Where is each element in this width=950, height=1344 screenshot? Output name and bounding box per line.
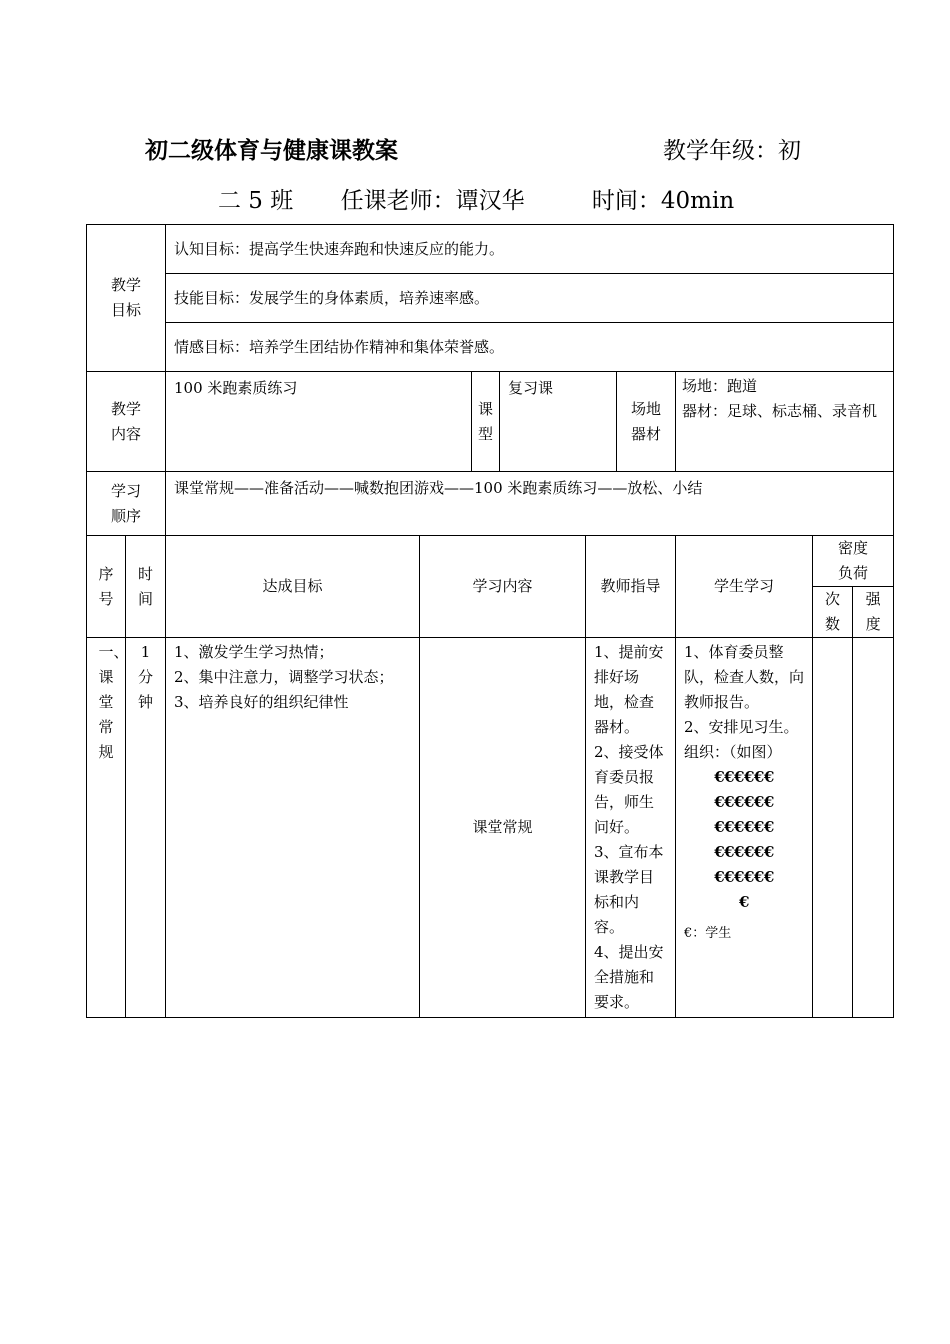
goal-item: 3、培养良好的组织纪律性 bbox=[174, 693, 349, 711]
type-value: 复习课 bbox=[500, 372, 617, 472]
formation-legend: €：学生 bbox=[684, 926, 732, 941]
row-intensity bbox=[853, 638, 894, 1018]
student-item: 组织：（如图） bbox=[684, 743, 782, 761]
col-header-count: 次数 bbox=[813, 587, 853, 638]
type-label: 课型 bbox=[477, 399, 493, 443]
venue-label-cell bbox=[617, 372, 676, 472]
row-student bbox=[676, 638, 813, 1018]
goal-item: 2、集中注意力，调整学习状态； bbox=[174, 668, 394, 686]
venue-label: 场地器材 bbox=[630, 399, 661, 443]
goal-item: 1、激发学生学习热情； bbox=[174, 643, 334, 661]
content-label-cell bbox=[87, 372, 166, 472]
formation-row: €€€€€€ bbox=[714, 818, 774, 836]
student-item: 2、安排见习生。 bbox=[684, 718, 799, 736]
teacher-item: 3、宣布本课教学目标和内容。 bbox=[594, 843, 664, 936]
formation-row: €€€€€€ bbox=[714, 768, 774, 786]
col-header-time: 时间 bbox=[126, 536, 166, 638]
teacher-item: 4、提出安全措施和要求。 bbox=[594, 943, 664, 1011]
row-time: 1 分钟 bbox=[126, 638, 166, 1018]
row-no: 一、课堂常规 bbox=[87, 638, 126, 1018]
col-header-content: 学习内容 bbox=[420, 536, 586, 638]
table-row bbox=[87, 638, 894, 1018]
sequence-value: 课堂常规——准备活动——喊数抱团游戏——100 米跑素质练习——放松、小结 bbox=[166, 472, 894, 536]
formation-row: €€€€€€ bbox=[714, 843, 774, 861]
formation-row: €€€€€€ bbox=[714, 868, 774, 886]
lesson-plan-title: 初二级体育与健康课教案 bbox=[145, 137, 398, 164]
venue-value bbox=[676, 372, 894, 472]
objective-cognitive: 认知目标：提高学生快速奔跑和快速反应的能力。 bbox=[166, 225, 894, 274]
lesson-plan-table bbox=[86, 224, 894, 1018]
teacher-item: 1、提前安排好场地，检查器材。 bbox=[594, 643, 664, 736]
row-teacher bbox=[586, 638, 676, 1018]
class-label: 二 5 班 bbox=[218, 188, 294, 214]
type-label-cell bbox=[472, 372, 500, 472]
header-info-line bbox=[218, 182, 734, 215]
row-goals bbox=[166, 638, 420, 1018]
sequence-label-cell bbox=[87, 472, 166, 536]
formation-teacher: € bbox=[739, 893, 749, 911]
student-item: 1、体育委员整队，检查人数，向教师报告。 bbox=[684, 643, 805, 711]
objective-emotion: 情感目标：培养学生团结协作精神和集体荣誉感。 bbox=[166, 323, 894, 372]
col-header-no: 序号 bbox=[87, 536, 126, 638]
content-value: 100 米跑素质练习 bbox=[166, 372, 472, 472]
objectives-label: 教学目标 bbox=[110, 276, 141, 319]
teacher-item: 2、接受体育委员报告，师生问好。 bbox=[594, 743, 664, 836]
row-count bbox=[813, 638, 853, 1018]
col-header-student: 学生学习 bbox=[676, 536, 813, 638]
equipment-line: 器材：足球、标志桶、录音机 bbox=[682, 402, 878, 420]
col-header-density: 密度负荷 bbox=[813, 536, 894, 587]
row-content: 课堂常规 bbox=[420, 638, 586, 1018]
teacher-label: 任课老师：谭汉华 bbox=[340, 188, 525, 214]
col-header-goal: 达成目标 bbox=[166, 536, 420, 638]
content-label: 教学内容 bbox=[110, 399, 141, 443]
objectives-label-cell bbox=[87, 225, 166, 372]
col-header-intensity: 强度 bbox=[853, 587, 894, 638]
time-label: 时间：40min bbox=[591, 188, 735, 214]
sequence-label: 学习顺序 bbox=[110, 481, 141, 525]
objective-skill: 技能目标：发展学生的身体素质，培养速率感。 bbox=[166, 274, 894, 323]
venue-line: 场地：跑道 bbox=[682, 377, 758, 395]
grade-label: 教学年级：初 bbox=[663, 138, 801, 164]
col-header-teacher: 教师指导 bbox=[586, 536, 676, 638]
formation-row: €€€€€€ bbox=[714, 793, 774, 811]
formation-diagram bbox=[684, 765, 804, 915]
